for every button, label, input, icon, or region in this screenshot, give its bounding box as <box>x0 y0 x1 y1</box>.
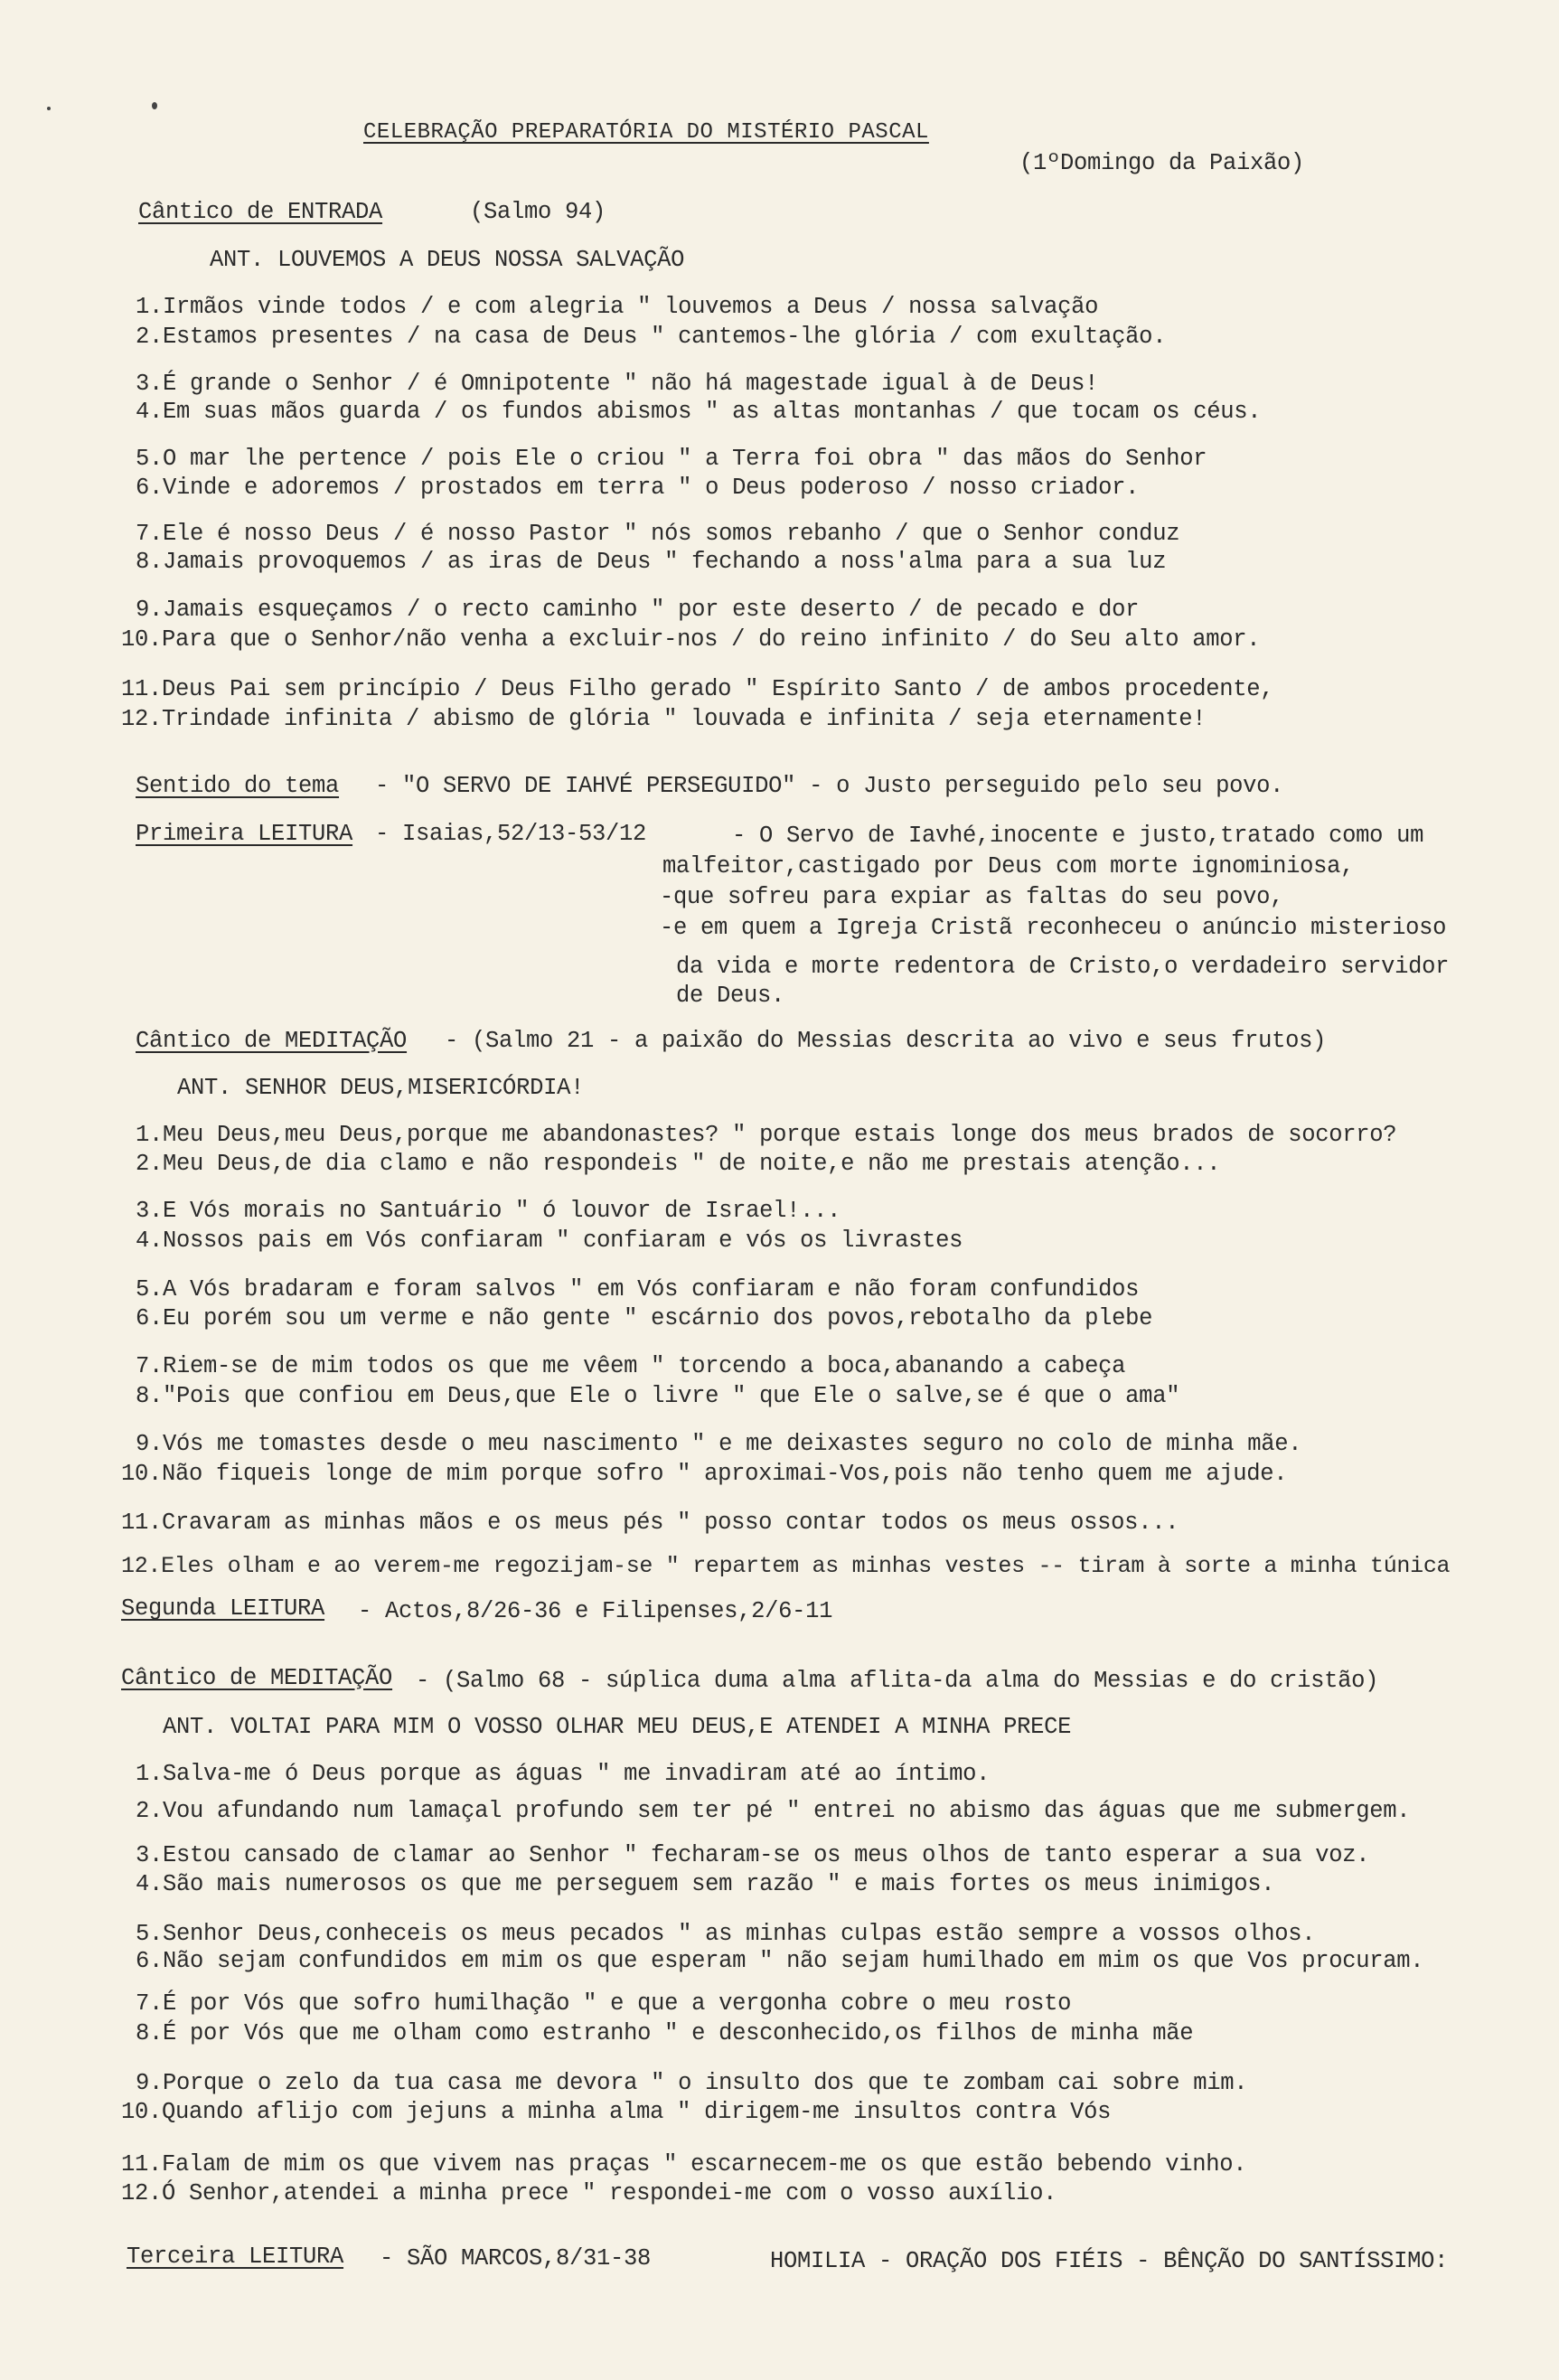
meditacao2-verse: 3.Estou cansado de clamar ao Senhor " fecharam-se os meus olhos de tanto esperar a sua voz. <box>136 1842 1370 1868</box>
entrada-verse: 12.Trindade infinita / abismo de glória " louvada e infinita / seja eternamente! <box>121 706 1207 732</box>
meditacao1-desc: - (Salmo 21 - a paixão do Messias descrita ao vivo e seus frutos) <box>445 1028 1327 1054</box>
primeira-label: Primeira LEITURA <box>136 821 353 847</box>
terceira-ref: - SÃO MARCOS,8/31-38 <box>380 2245 652 2272</box>
meditacao2-verse: 12.Ó Senhor,atendei a minha prece " respondei-me com o vosso auxílio. <box>121 2180 1057 2206</box>
primeira-line: da vida e morte redentora de Cristo,o verdadeiro servidor <box>676 954 1450 980</box>
meditacao2-verse: 7.É por Vós que sofro humilhação " e que a vergonha cobre o meu rosto <box>136 1990 1072 2017</box>
meditacao1-verse: 12.Eles olham e ao verem-me regozijam-se " repartem as minhas vestes -- tiram à sorte a minha túnica <box>121 1553 1451 1579</box>
entrada-verse: 11.Deus Pai sem princípio / Deus Filho gerado " Espírito Santo / de ambos procedente, <box>121 676 1274 702</box>
meditacao1-verse: 6.Eu porém sou um verme e não gente " escárnio dos povos,rebotalho da plebe <box>136 1305 1153 1331</box>
primeira-line: malfeitor,castigado por Deus com morte ignominiosa, <box>662 853 1355 880</box>
primeira-line: -que sofreu para expiar as faltas do seu povo, <box>660 884 1284 910</box>
meditacao1-verse: 1.Meu Deus,meu Deus,porque me abandonastes? " porque estais longe dos meus brados de socorro? <box>136 1122 1397 1148</box>
meditacao2-heading: Cântico de MEDITAÇÃO <box>121 1665 393 1691</box>
meditacao1-verse: 3.E Vós morais no Santuário " ó louvor de Israel!... <box>136 1198 841 1224</box>
meditacao1-antiphon: ANT. SENHOR DEUS,MISERICÓRDIA! <box>177 1075 585 1101</box>
meditacao1-verse: 11.Cravaram as minhas mãos e os meus pés " posso contar todos os meus ossos... <box>121 1510 1179 1536</box>
entrada-verse: 5.O mar lhe pertence / pois Ele o criou " a Terra foi obra " das mãos do Senhor <box>136 446 1207 472</box>
entrada-verse: 3.É grande o Senhor / é Omnipotente " não há magestade igual à de Deus! <box>136 371 1099 397</box>
meditacao2-verse: 11.Falam de mim os que vivem nas praças " escarnecem-me os que estão bebendo vinho. <box>121 2151 1247 2178</box>
meditacao2-verse: 8.É por Vós que me olham como estranho " e desconhecido,os filhos de minha mãe <box>136 2020 1194 2046</box>
document-title: CELEBRAÇÃO PREPARATÓRIA DO MISTÉRIO PASCAL <box>363 120 929 145</box>
entrada-verse: 4.Em suas mãos guarda / os fundos abismos " as altas montanhas / que tocam os céus. <box>136 399 1262 425</box>
meditacao2-verse: 4.São mais numerosos os que me perseguem sem razão " e mais fortes os meus inimigos. <box>136 1871 1275 1897</box>
entrada-verse: 1.Irmãos vinde todos / e com alegria " louvemos a Deus / nossa salvação <box>136 294 1099 320</box>
paper-spot <box>47 107 51 110</box>
paper-spot <box>152 102 157 109</box>
meditacao1-verse: 7.Riem-se de mim todos os que me vêem " torcendo a boca,abanando a cabeça <box>136 1353 1126 1379</box>
sentido-text: - "O SERVO DE IAHVÉ PERSEGUIDO" - o Justo perseguido pelo seu povo. <box>375 773 1284 799</box>
meditacao1-verse: 4.Nossos pais em Vós confiaram " confiaram e vós os livrastes <box>136 1228 963 1254</box>
entrada-antiphon: ANT. LOUVEMOS A DEUS NOSSA SALVAÇÃO <box>210 247 685 273</box>
entrada-verse: 8.Jamais provoquemos / as iras de Deus " fechando a noss'alma para a sua luz <box>136 549 1167 575</box>
terceira-label: Terceira LEITURA <box>127 2244 344 2270</box>
meditacao2-verse: 10.Quando aflijo com jejuns a minha alma " dirigem-me insultos contra Vós <box>121 2099 1112 2125</box>
primeira-line: - O Servo de Iavhé,inocente e justo,tratado como um <box>732 823 1424 849</box>
sentido-label: Sentido do tema <box>136 773 340 799</box>
meditacao1-verse: 5.A Vós bradaram e foram salvos " em Vós confiaram e não foram confundidos <box>136 1276 1140 1303</box>
segunda-text: - Actos,8/26-36 e Filipenses,2/6-11 <box>358 1598 833 1624</box>
occasion: (1ºDomingo da Paixão) <box>1019 150 1305 176</box>
entrada-verse: 9.Jamais esqueçamos / o recto caminho " por este deserto / de pecado e dor <box>136 597 1140 623</box>
entrada-verse: 6.Vinde e adoremos / prostados em terra " o Deus poderoso / nosso criador. <box>136 475 1140 501</box>
entrada-verse: 10.Para que o Senhor/não venha a excluir-nos / do reino infinito / do Seu alto amor. <box>121 626 1261 653</box>
primeira-ref: - Isaias,52/13-53/12 <box>375 821 647 847</box>
entrada-heading: Cântico de ENTRADA <box>138 199 383 225</box>
primeira-line: -e em quem a Igreja Cristã reconheceu o anúncio misterioso <box>660 915 1447 941</box>
segunda-label: Segunda LEITURA <box>121 1595 325 1622</box>
entrada-verse: 7.Ele é nosso Deus / é nosso Pastor " nós somos rebanho / que o Senhor conduz <box>136 521 1180 547</box>
meditacao2-verse: 9.Porque o zelo da tua casa me devora " o insulto dos que te zombam cai sobre mim. <box>136 2070 1248 2096</box>
meditacao2-desc: - (Salmo 68 - súplica duma alma aflita-da alma do Messias e do cristão) <box>416 1668 1379 1694</box>
meditacao2-verse: 6.Não sejam confundidos em mim os que esperam " não sejam humilhado em mim os que Vos procuram. <box>136 1948 1424 1974</box>
meditacao1-verse: 10.Não fiqueis longe de mim porque sofro " aproximai-Vos,pois não tenho quem me ajude. <box>121 1461 1288 1487</box>
meditacao2-verse: 5.Senhor Deus,conheceis os meus pecados " as minhas culpas estão sempre a vossos olhos. <box>136 1921 1316 1947</box>
closing-rites: HOMILIA - ORAÇÃO DOS FIÉIS - BÊNÇÃO DO SANTÍSSIMO: <box>770 2248 1449 2274</box>
meditacao1-verse: 8."Pois que confiou em Deus,que Ele o livre " que Ele o salve,se é que o ama" <box>136 1383 1180 1409</box>
meditacao1-verse: 2.Meu Deus,de dia clamo e não respondeis " de noite,e não me prestais atenção... <box>136 1151 1221 1177</box>
meditacao2-antiphon: ANT. VOLTAI PARA MIM O VOSSO OLHAR MEU DEUS,E ATENDEI A MINHA PRECE <box>163 1714 1072 1740</box>
primeira-line: de Deus. <box>676 983 785 1009</box>
meditacao1-heading: Cântico de MEDITAÇÃO <box>136 1028 408 1054</box>
entrada-verse: 2.Estamos presentes / na casa de Deus " cantemos-lhe glória / com exultação. <box>136 324 1167 350</box>
meditacao2-verse: 2.Vou afundando num lamaçal profundo sem ter pé " entrei no abismo das águas que me submergem. <box>136 1798 1411 1824</box>
meditacao2-verse: 1.Salva-me ó Deus porque as águas " me invadiram até ao íntimo. <box>136 1761 991 1787</box>
meditacao1-verse: 9.Vós me tomastes desde o meu nascimento " e me deixastes seguro no colo de minha mãe. <box>136 1431 1302 1457</box>
entrada-psalm: (Salmo 94) <box>470 199 606 225</box>
